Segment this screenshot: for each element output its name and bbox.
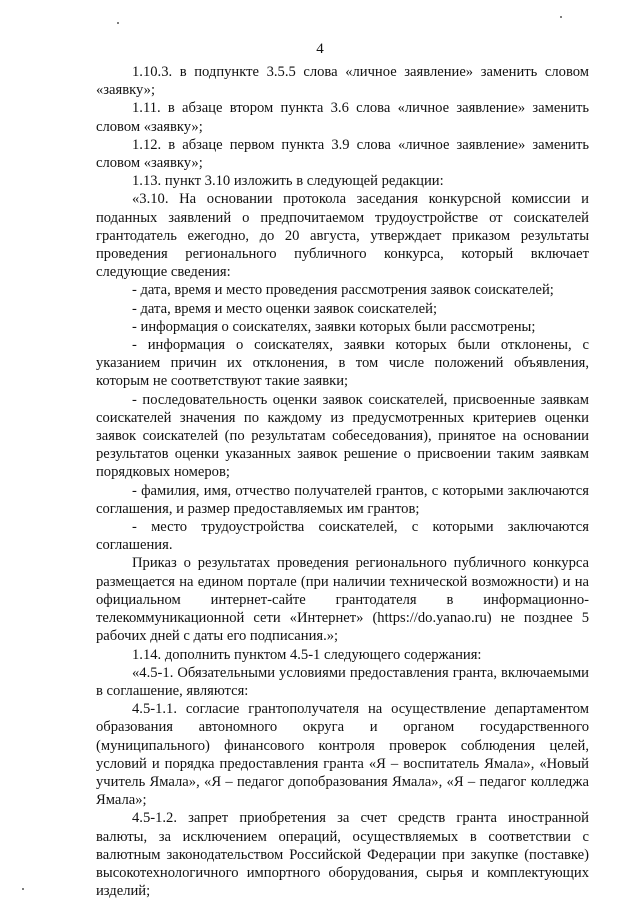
list-item-review-date: - дата, время и место проведения рассмотрения заявок соискателей; bbox=[132, 282, 554, 299]
paragraph-1-10-3: 1.10.3. в подпункте 3.5.5 слова «личное заявление» заменить словом «заявку»; bbox=[96, 64, 589, 99]
list-item-evaluation-date: - дата, время и место оценки заявок соискателей; bbox=[132, 300, 438, 317]
paragraph-3-10: «3.10. На основании протокола заседания конкурсной комиссии и поданных заявлений о предпочитаемом трудоустройстве от соискателей грантодатель ежегодно, до 20 августа, утверждает приказом результаты проведения регионального публичного конкурса, который включает следующие сведения: bbox=[96, 191, 589, 281]
paragraph-4-5-1-2: 4.5-1.2. запрет приобретения за счет средств гранта иностранной валюты, за исключением операций, осуществляемых в соответствии с валютным законодательством Российской Федерации при закупке (поставке) высокотехнологичного импортного оборудования, сырья и комплектующих изделий; bbox=[96, 810, 589, 900]
paragraph-1-11: 1.11. в абзаце втором пункта 3.6 слова «личное заявление» заменить словом «заявку»; bbox=[96, 100, 589, 135]
paragraph-4-5-1-1: 4.5-1.1. согласие грантополучателя на осуществление департаментом образования автономного округа и органом государственного (муниципального) финансового контроля проверок соблюдения целей, условий и порядка предоставления гранта «Я – воспитатель Ямала», «Новый учитель Ямала», «Я – педагог допобразования Ямала», «Я – педагог колледжа Ямала»; bbox=[96, 701, 589, 809]
scan-speck bbox=[22, 888, 24, 890]
scan-speck bbox=[560, 16, 562, 18]
list-item-evaluation-sequence: - последовательность оценки заявок соискателей, присвоенные заявкам соискателей значения по каждому из предусмотренных критериев оценки заявок соискателей (по результатам собеседования), принятое на основании результатов оценки указанных заявок решение о присвоении таким заявкам порядковых номеров; bbox=[96, 391, 589, 481]
document-body bbox=[96, 63, 589, 900]
paragraph-order-publication: Приказ о результатах проведения регионального публичного конкурса размещается на едином портале (при наличии технической возможности) и на официальном интернет-сайте грантодателя в информационно-телекоммуникационной сети «Интернет» (https://do.yanao.ru) не позднее 5 рабочих дней с даты его подписания.»; bbox=[96, 555, 589, 645]
list-item-grant-recipients: - фамилия, имя, отчество получателей грантов, с которыми заключаются соглашения, и размер предоставляемых им грантов; bbox=[96, 482, 589, 517]
list-item-employment-place: - место трудоустройства соискателей, с которыми заключаются соглашения. bbox=[96, 519, 589, 554]
page-number: 4 bbox=[316, 41, 324, 57]
paragraph-4-5-1: «4.5-1. Обязательными условиями предоставления гранта, включаемыми в соглашение, являются: bbox=[96, 664, 589, 699]
scan-speck bbox=[117, 22, 119, 24]
list-item-rejected-applicants: - информация о соискателях, заявки которых были отклонены, с указанием причин их отклонения, в том числе положений объявления, которым не соответствуют такие заявки; bbox=[96, 337, 589, 390]
paragraph-1-12: 1.12. в абзаце первом пункта 3.9 слова «личное заявление» заменить словом «заявку»; bbox=[96, 136, 589, 172]
paragraph-1-14: 1.14. дополнить пунктом 4.5-1 следующего содержания: bbox=[132, 646, 482, 663]
paragraph-1-13: 1.13. пункт 3.10 изложить в следующей редакции: bbox=[132, 173, 444, 190]
list-item-reviewed-applicants: - информация о соискателях, заявки которых были рассмотрены; bbox=[132, 318, 536, 335]
